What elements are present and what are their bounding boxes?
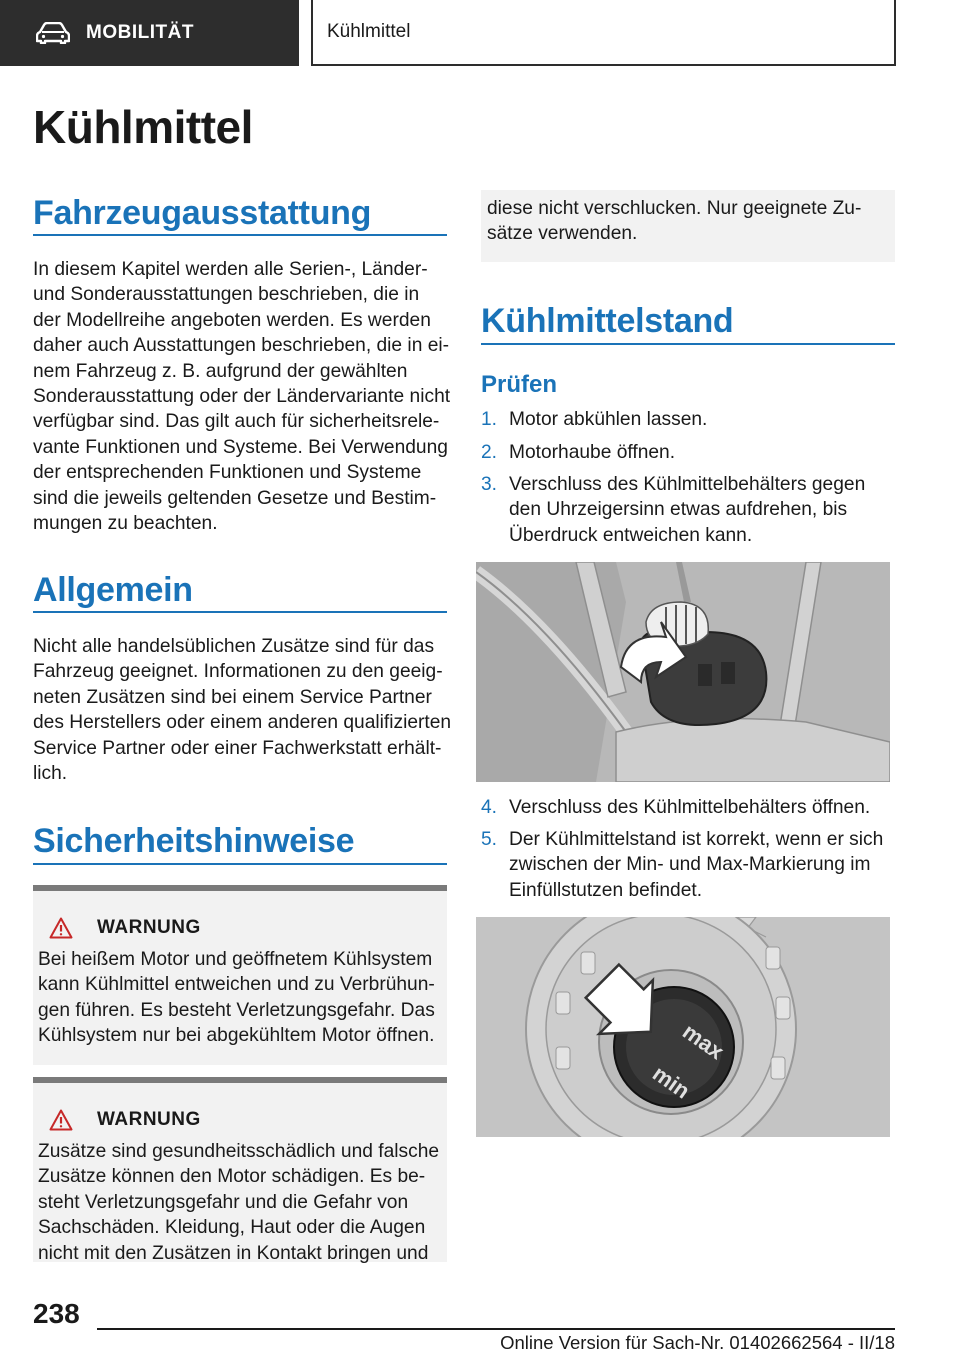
text-line: den Uhrzeigersinn etwas aufdrehen, bis	[509, 499, 848, 521]
text-line: neten Zusätzen sind bei einem Service Partner	[33, 686, 432, 708]
page-number: 238	[33, 1298, 80, 1329]
warning-triangle-icon	[49, 917, 73, 939]
text-line: zwischen der Min- und Max-Markierung im	[509, 854, 871, 876]
text-line: sätze verwenden.	[487, 223, 638, 245]
coolant-cap-drawing	[476, 562, 890, 782]
text-line: nem Fahrzeug z. B. aufgrund der gewählten	[33, 360, 408, 382]
text-line: Verschluss des Kühlmittelbehälters öffnen.	[509, 797, 871, 818]
step-text	[509, 472, 897, 548]
step-number: 5.	[481, 829, 498, 850]
step-number: 2.	[481, 442, 498, 463]
warning-box	[33, 1077, 447, 1262]
text-line: der entsprechenden Funktionen und Systeme	[33, 462, 422, 484]
footer-text: Online Version für Sach-Nr. 01402662564 - II/18	[500, 1332, 895, 1353]
section-label: MOBILITÄT	[86, 22, 194, 43]
heading-sicherheitshinweise: Sicherheitshinweise	[33, 822, 355, 860]
text-line: kann Kühlmittel entweichen und zu Verbrühun-	[38, 974, 435, 996]
text-line: Verschluss des Kühlmittelbehälters gegen	[509, 474, 866, 495]
heading-allgemein: Allgemein	[33, 571, 193, 609]
text-line: Der Kühlmittelstand ist korrekt, wenn er sich	[509, 829, 884, 850]
subheading-pruefen: Prüfen	[481, 371, 558, 398]
warning-text	[487, 196, 895, 247]
text-line: Zusätze können den Motor schädigen. Es be-	[38, 1166, 426, 1188]
topic-label: Kühlmittel	[327, 21, 411, 42]
warning-text	[38, 947, 448, 1049]
step-number: 1.	[481, 409, 498, 430]
text-line: Überdruck entweichen kann.	[509, 524, 753, 546]
heading-rule	[33, 863, 447, 865]
text-line: In diesem Kapitel werden alle Serien-, Länder-	[33, 259, 428, 280]
step-text	[509, 440, 897, 465]
heading-rule	[481, 343, 895, 345]
heading-rule	[33, 234, 447, 236]
text-line: daher auch Ausstattungen beschrieben, die in ei-	[33, 335, 450, 357]
filler-neck-illustration	[476, 917, 890, 1137]
text-line: der Modellreihe angeboten werden. Es werden	[33, 309, 431, 331]
warning-box	[33, 885, 447, 1065]
text-line: Bei heißem Motor und geöffnetem Kühlsystem	[38, 949, 433, 970]
warning-triangle-icon	[49, 1109, 73, 1131]
text-line: Kühlsystem nur bei abgekühltem Motor öffnen.	[38, 1025, 435, 1047]
text-line: Motorhaube öffnen.	[509, 442, 676, 463]
text-line: Sonderausstattung oder der Ländervariante nicht	[33, 386, 451, 408]
warning-title: WARNUNG	[97, 917, 201, 938]
step-text	[509, 827, 897, 903]
warning-continuation-box	[481, 190, 895, 262]
filler-neck-drawing	[476, 917, 890, 1137]
text-line: nicht mit den Zusätzen in Kontakt bringen und	[38, 1242, 429, 1264]
text-line: sind die jeweils geltenden Gesetze und Bestim-	[33, 487, 437, 509]
text-line: Motor abkühlen lassen.	[509, 409, 708, 430]
text-line: mungen zu beachten.	[33, 513, 218, 535]
warning-header	[33, 1109, 201, 1131]
text-line: verfügbar sind. Das gilt auch für sicherheitsrele-	[33, 411, 440, 433]
text-line: Zusätze sind gesundheitsschädlich und falsche	[38, 1141, 440, 1162]
text-line: diese nicht verschlucken. Nur geeignete Zu-	[487, 198, 862, 219]
section-tab	[0, 0, 299, 66]
warning-title: WARNUNG	[97, 1109, 201, 1130]
step-text	[509, 407, 897, 432]
text-line: Service Partner oder einer Fachwerkstatt erhält-	[33, 737, 442, 759]
text-line: Einfüllstutzen befindet.	[509, 879, 703, 901]
heading-rule	[33, 611, 447, 613]
text-line: Nicht alle handelsüblichen Zusätze sind für das	[33, 636, 435, 657]
topic-header	[311, 0, 896, 66]
heading-fahrzeugausstattung: Fahrzeugausstattung	[33, 194, 372, 232]
text-line: lich.	[33, 763, 68, 785]
text-line: vante Funktionen und Systeme. Bei Verwendung	[33, 436, 448, 458]
footer-rule	[97, 1328, 895, 1330]
step-number: 4.	[481, 797, 498, 818]
text-line: Sachschäden. Kleidung, Haut oder die Augen	[38, 1217, 426, 1239]
step-text	[509, 795, 897, 820]
paragraph-fahrzeugausstattung	[33, 257, 453, 536]
text-line: Fahrzeug geeignet. Informationen zu den geeig-	[33, 661, 443, 683]
warning-header	[33, 917, 201, 939]
step-number: 3.	[481, 474, 498, 495]
text-line: gen führen. Es besteht Verletzungsgefahr. Das	[38, 999, 435, 1021]
heading-kuehlmittelstand: Kühlmittelstand	[481, 302, 734, 340]
paragraph-allgemein	[33, 634, 453, 786]
coolant-cap-illustration	[476, 562, 890, 782]
text-line: und Sonderausstattungen beschrieben, die in	[33, 284, 420, 306]
car-icon	[36, 22, 70, 44]
warning-text	[38, 1139, 448, 1266]
min-marking: min	[648, 1060, 695, 1104]
page-title: Kühlmittel	[33, 101, 253, 153]
max-marking: max	[678, 1018, 729, 1065]
text-line: des Herstellers oder einem anderen qualifizierten	[33, 712, 452, 734]
text-line: steht Verletzungsgefahr und die Gefahr von	[38, 1191, 409, 1213]
